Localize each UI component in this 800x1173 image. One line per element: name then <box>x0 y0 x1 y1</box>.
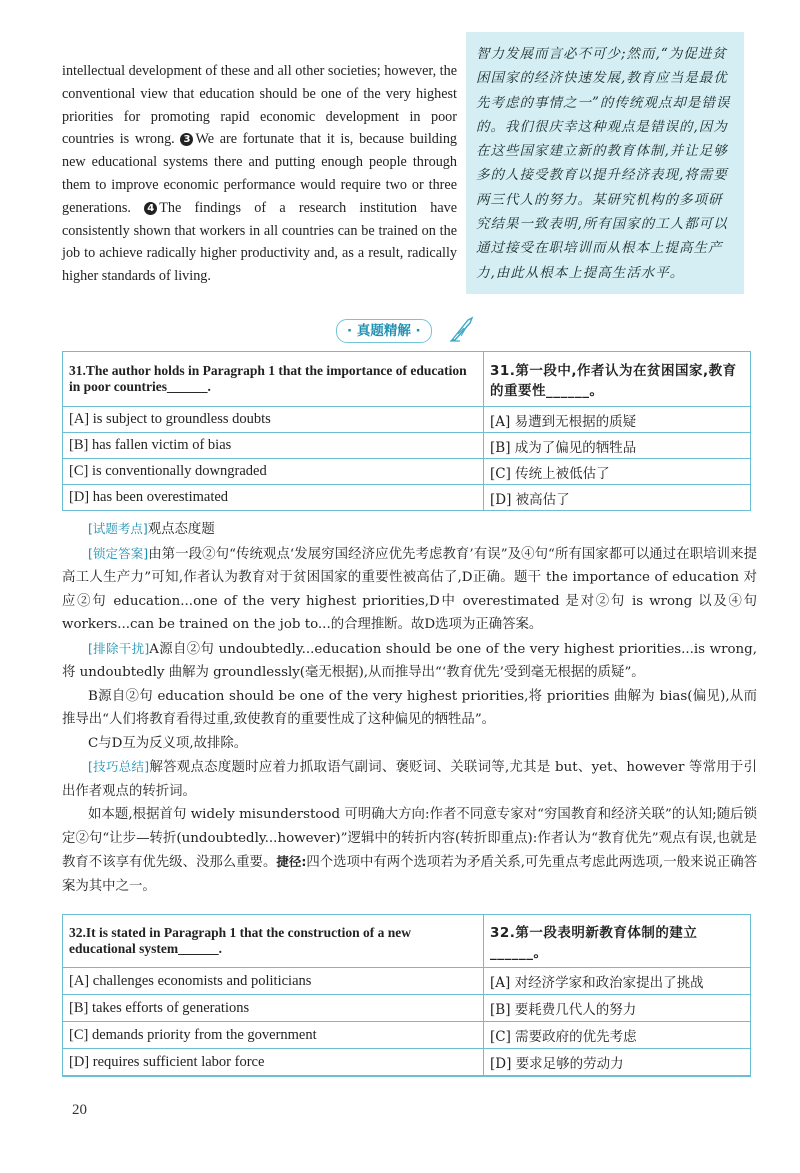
answer-analysis <box>62 517 757 898</box>
sentence-number-4: 4 <box>144 202 157 215</box>
shortcut-keyword: 捷径: <box>276 854 307 869</box>
option-c-zh: [C] 需要政府的优先考虑 <box>484 1022 751 1049</box>
question-31-stem-en: 31.The author holds in Paragraph 1 that the importance of education in poor countries______. <box>63 352 484 407</box>
option-row <box>63 995 751 1022</box>
option-row <box>63 1049 751 1077</box>
option-a-en: [A] challenges economists and politicians <box>63 968 484 995</box>
option-row <box>63 968 751 995</box>
passage-line-2: however, the conventional view that education should be one of the very highest priorities for promoting rapid economic development in poor countries is wrong. <box>62 63 458 148</box>
eliminate-b-text: B源自②句 education should be one of the very highest priorities,将 priorities 曲解为 bias(偏见),从而推导出“人们将教育看得过重,致使教育的重要性成了这种偏见的牺牲品”。 <box>62 688 757 727</box>
option-d-zh: [D] 要求足够的劳动力 <box>484 1049 751 1077</box>
passage-translation-text: 智力发展而言必不可少;然而,“为促进贫困国家的经济快速发展,教育应当是最优先考虑的事情之一”的传统观点却是错误的。我们很庆幸这种观点是错误的,因为在这些国家建立新的教育体制,并让足够多的人接受教育以提升经济表现,将需要两三代人的努力。某研究机构的多项研究结果一致表明,所有国家的工人都可以通过接受在职培训而从根本上提高生产力,由此从根本上提高生活水平。 <box>476 46 731 281</box>
shortcut-text: 四个选项中有两个选项若为矛盾关系,可先重点考虑此两选项,一般来说正确答案为其中之一。 <box>62 855 758 894</box>
option-d-en: [D] requires sufficient labor force <box>63 1049 484 1077</box>
option-a-zh: [A] 对经济学家和政治家提出了挑战 <box>484 968 751 995</box>
example-text: 如本题,根据首句 widely misunderstood 可明确大方向:作者不同意专家对“穷国教育和经济关联”的认知;随后锁定②句“让步—转折(undoubtedly...however)”逻辑中的转折内容(转折即重点):作者认为“教育优先”观点有误,也就是教育不该享有优先级、没那么重要。 <box>62 807 757 870</box>
option-b-zh: [B] 成为了偏见的牺牲品 <box>484 433 751 459</box>
option-row <box>63 485 751 511</box>
passage-sentence-4: The findings of a research institution have consistently shown that workers in all countries can be trained on the job to achieve radically higher productivity and, as a result, radically higher standards of living. <box>62 199 458 285</box>
option-d-en: [D] has been overestimated <box>63 485 484 511</box>
sentence-number-3: 3 <box>180 133 193 146</box>
exam-point-text: 观点态度题 <box>147 522 215 537</box>
option-row <box>63 433 751 459</box>
tag-skill-summary: [技巧总结] <box>88 759 150 774</box>
option-a-zh: [A] 易遭到无根据的质疑 <box>484 407 751 433</box>
tag-locked-answer: [锁定答案] <box>88 545 149 561</box>
question-31-stem-zh: 31.第一段中,作者认为在贫困国家,教育的重要性______。 <box>484 352 751 407</box>
option-a-en: [A] is subject to groundless doubts <box>63 407 484 433</box>
option-b-zh: [B] 要耗费几代人的努力 <box>484 995 751 1022</box>
passage-translation-box <box>466 32 744 294</box>
option-row <box>63 1022 751 1049</box>
option-c-en: [C] is conventionally downgraded <box>63 459 484 485</box>
option-d-zh: [D] 被高估了 <box>484 485 751 511</box>
question-stem-row <box>63 915 751 968</box>
option-c-zh: [C] 传统上被低估了 <box>484 459 751 485</box>
question-31-table <box>62 351 751 511</box>
option-c-en: [C] demands priority from the government <box>63 1022 484 1049</box>
eliminate-a-text: A源自②句 undoubtedly...education should be one of the very highest priorities...is wrong,将 undoubtedly 曲解为 groundlessly(毫无根据),从而推导出“‘教育优先’受到毫无根据的质疑”。 <box>62 641 757 680</box>
passage-line-1: intellectual development of these and all other societies; <box>62 63 381 79</box>
page-number: 20 <box>72 1102 87 1118</box>
question-32-stem-en: 32.It is stated in Paragraph 1 that the construction of a new educational system______. <box>63 915 484 968</box>
passage-sentence-3: We are fortunate that it is, because building new educational systems there and putting enough people through them to improve economic performance would require two or three generations. <box>62 131 458 216</box>
option-b-en: [B] has fallen victim of bias <box>63 433 484 459</box>
question-stem-row <box>63 352 751 407</box>
tag-eliminate-distractors: [排除干扰] <box>88 640 150 656</box>
skill-summary-text: 解答观点态度题时应着力抓取语气副词、褒贬词、关联词等,尤其是 but、yet、however 等常用于引出作者观点的转折词。 <box>62 760 757 799</box>
question-32-table <box>62 914 751 1077</box>
tag-exam-point: [试题考点] <box>88 521 148 536</box>
quill-pen-icon <box>448 316 476 342</box>
option-row <box>63 407 751 433</box>
passage-english <box>62 60 457 288</box>
option-b-en: [B] takes efforts of generations <box>63 995 484 1022</box>
locked-answer-text: 由第一段②句“传统观点‘发展穷国经济应优先考虑教育’有误”及④句“所有国家都可以通过在职培训来提高工人生产力”可知,作者认为教育对于贫困国家的重要性被高估了,D正确。题干 the importance of education 对应②句 education...one of the very highest priorities,D中 overestimated 是对②句 is wrong 以及④句 workers...can be trained on the job to...的合理推断。故D选项为正确答案。 <box>62 546 757 632</box>
section-title-badge: · 真题精解 · <box>336 319 432 343</box>
eliminate-cd-text: C与D互为反义项,故排除。 <box>88 735 248 751</box>
question-32-stem-zh: 32.第一段表明新教育体制的建立______。 <box>484 915 751 968</box>
option-row <box>63 459 751 485</box>
